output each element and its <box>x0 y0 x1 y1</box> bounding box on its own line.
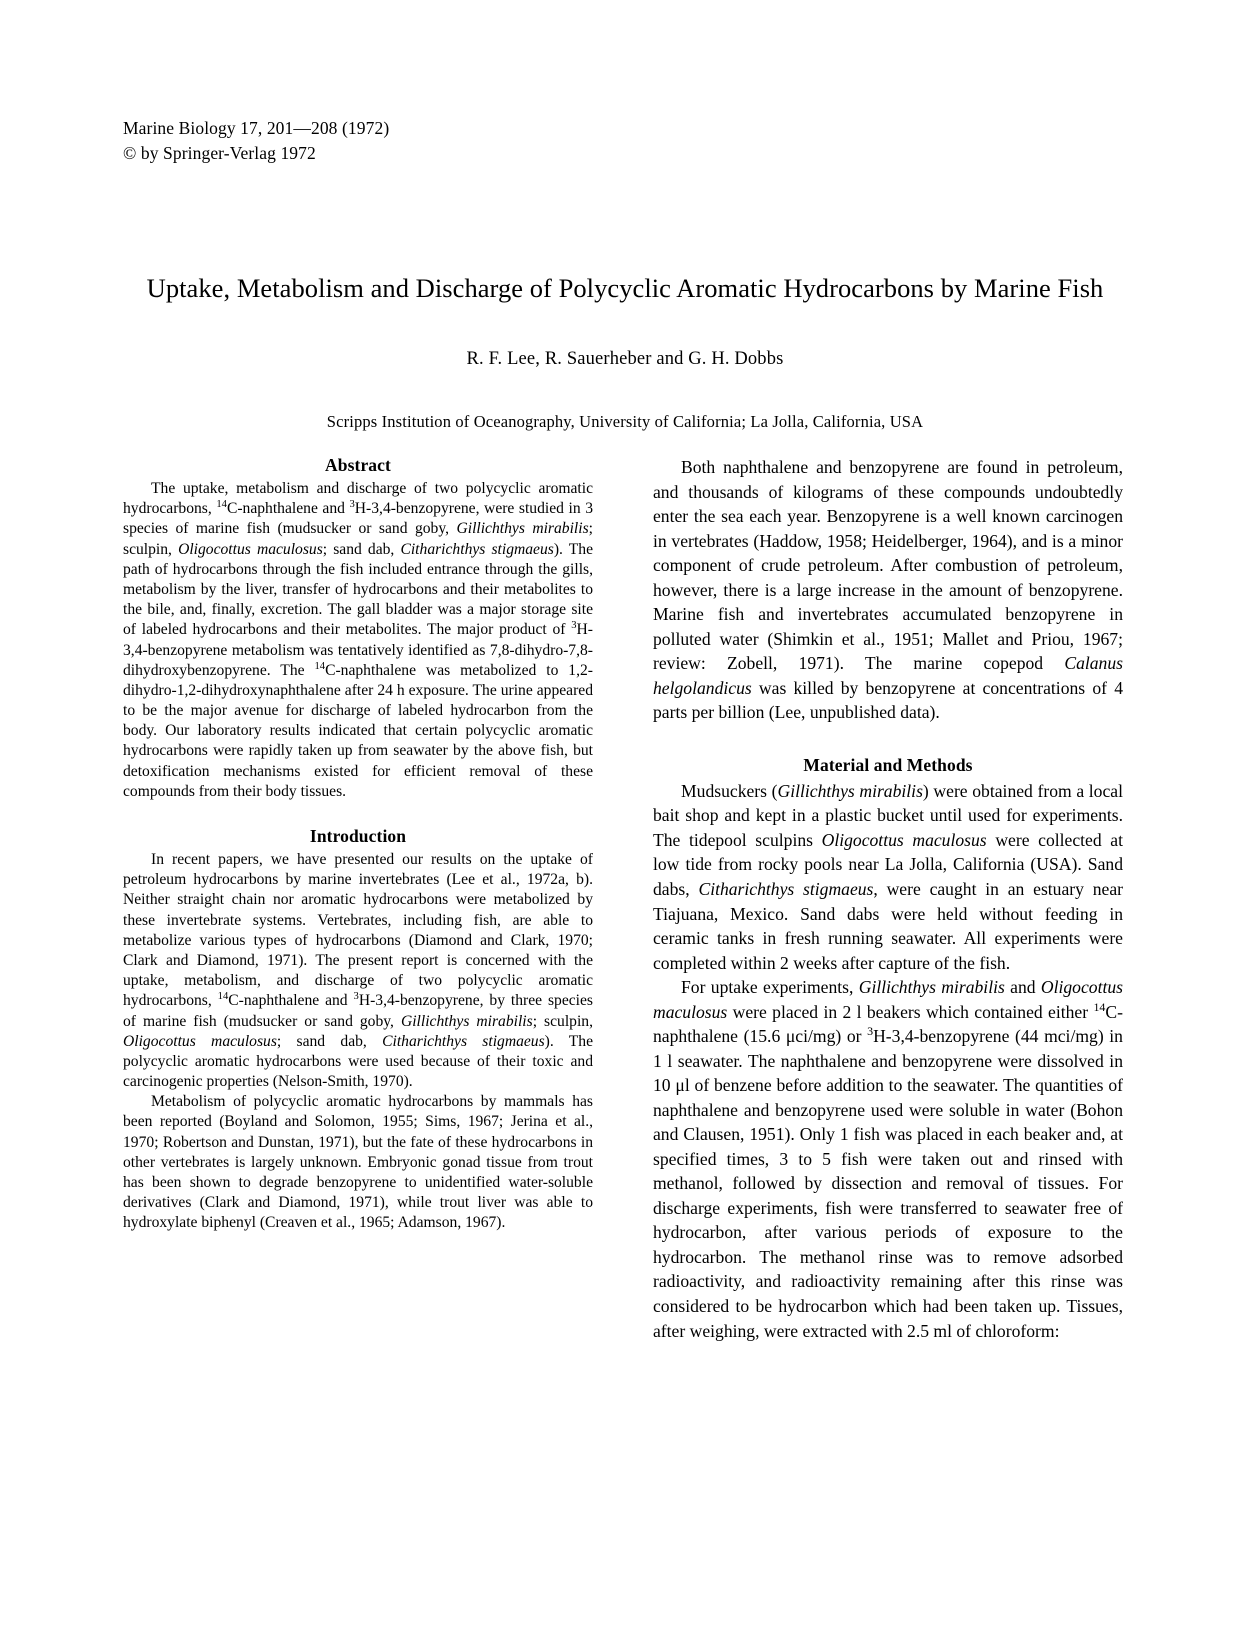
abstract-paragraph: The uptake, metabolism and discharge of two polycyclic aromatic hydrocarbons, $^{14}$C-naphthalene and $^3$H-3,4-benzopyrene, were studied in 3 species of marine fish (mudsucker or sand goby, Gillichthys mirabilis; sculpin, Oligocottus maculosus; sand dab, Citharichthys stigmaeus). The path of hydrocarbons through the fish included entrance through the gills, metabolism by the liver, transfer of hydrocarbons and their metabolites to the bile, and, finally, excretion. The gall bladder was a major storage site of labeled hydrocarbons and their metabolites. The major product of $^3$H-3,4-benzopyrene metabolism was tentatively identified as 7,8-dihydro-7,8-dihydroxybenzopyrene. The $^{14}$C-naphthalene was metabolized to 1,2-dihydro-1,2-dihydroxynaphthalene after 24 h exposure. The urine appeared to be the major avenue for discharge of labeled hydrocarbon from the body. Our laboratory results indicated that certain polycyclic aromatic hydrocarbons were rapidly taken up from seawater by the above fish, but detoxification mechanisms existed for efficient removal of these compounds from their body tissues. <box>123 480 594 800</box>
right-column <box>653 455 1123 1343</box>
introduction-paragraph-1: In recent papers, we have presented our results on the uptake of petroleum hydrocarbons by marine invertebrates (Lee et al., 1972a, b). Neither straight chain nor aromatic hydrocarbons were metabolized by these invertebrate systems. Vertebrates, including fish, are able to metabolize various types of hydrocarbons (Diamond and Clark, 1970; Clark and Diamond, 1971). The present report is concerned with the uptake, metabolism, and discharge of two polycyclic aromatic hydrocarbons, $^{14}$C-naphthalene and $^3$H-3,4-benzopyrene, by three species of marine fish (mudsucker or sand goby, Gillichthys mirabilis; sculpin, Oligocottus maculosus; sand dab, Citharichthys stigmaeus). The polycyclic aromatic hydrocarbons were used because of their toxic and carcinogenic properties (Nelson-Smith, 1970). <box>123 851 594 1091</box>
two-column-body <box>123 455 1123 1343</box>
affiliation: Scripps Institution of Oceanography, University of California; La Jolla, California, USA <box>326 412 924 432</box>
journal-header <box>123 116 389 166</box>
left-column <box>123 455 593 1343</box>
abstract-heading: Abstract <box>325 455 391 475</box>
author-list: R. F. Lee, R. Sauerheber and G. H. Dobbs <box>466 349 784 370</box>
journal-citation: Marine Biology 17, 201—208 (1972) <box>123 118 390 138</box>
right-paragraph-1: Both naphthalene and benzopyrene are found in petroleum, and thousands of kilograms of these compounds undoubtedly enter the sea each year. Benzopyrene is a well known carcinogen in vertebrates (Haddow, 1958; Heidelberger, 1964), and is a minor component of crude petroleum. After combustion of petroleum, however, there is a large increase in the amount of benzopyrene. Marine fish and invertebrates accumulated benzopyrene in polluted water (Shimkin et al., 1951; Mallet and Priou, 1967; review: Zobell, 1971). The marine copepod Calanus helgolandicus was killed by benzopyrene at concentrations of 4 parts per billion (Lee, unpublished data). <box>653 457 1123 723</box>
methods-paragraph-2: For uptake experiments, Gillichthys mirabilis and Oligocottus maculosus were placed in 2 l beakers which contained either $^{14}$C-naphthalene (15.6 μci/mg) or $^3$H-3,4-benzopyrene (44 mci/mg) in 1 l seawater. The naphthalene and benzopyrene were dissolved in 10 μl of benzene before addition to the seawater. The quantities of naphthalene and benzopyrene used were soluble in water (Bohon and Clausen, 1951). Only 1 fish was placed in each beaker and, at specified times, 3 to 5 fish were taken out and rinsed with methanol, followed by dissection and removal of tissues. For discharge experiments, fish were transferred to seawater free of hydrocarbon, after various periods of exposure to the hydrocarbon. The methanol rinse was to remove adsorbed radioactivity, and radioactivity remaining after this rinse was considered to be hydrocarbon which had been taken up. Tissues, after weighing, were extracted with 2.5 ml of chloroform: <box>653 977 1124 1341</box>
methods-paragraph-1: Mudsuckers (Gillichthys mirabilis) were obtained from a local bait shop and kept in a plastic bucket until used for experiments. The tidepool sculpins Oligocottus maculosus were collected at low tide from rocky pools near La Jolla, California (USA). Sand dabs, Citharichthys stigmaeus, were caught in an estuary near Tiajuana, Mexico. Sand dabs were held without feeding in ceramic tanks in fresh running seawater. All experiments were completed within 2 weeks after capture of the fish. <box>653 780 1123 973</box>
introduction-paragraph-2: Metabolism of polycyclic aromatic hydrocarbons by mammals has been reported (Boyland and Solomon, 1955; Sims, 1967; Jerina et al., 1970; Robertson and Dunstan, 1971), but the fate of these hydrocarbons in other vertebrates is largely unknown. Embryonic gonad tissue from trout has been shown to degrade benzopyrene to unidentified water-soluble derivatives (Clark and Diamond, 1971), while trout liver was able to hydroxylate biphenyl (Creaven et al., 1965; Adamson, 1967). <box>123 1093 593 1232</box>
title-block <box>110 272 1140 432</box>
material-methods-heading: Material and Methods <box>803 754 973 775</box>
page-title: Uptake, Metabolism and Discharge of Polycyclic Aromatic Hydrocarbons by Marine Fish <box>146 273 1104 303</box>
journal-copyright: © by Springer-Verlag 1972 <box>123 142 316 163</box>
introduction-heading: Introduction <box>309 826 407 846</box>
